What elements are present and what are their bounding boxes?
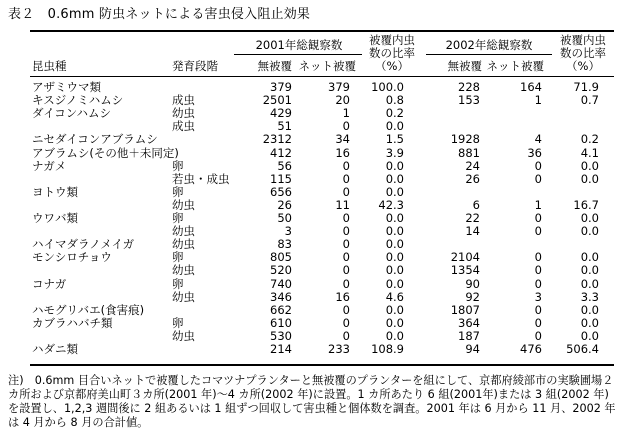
cell-2002-ratio: 0.0 bbox=[580, 158, 599, 173]
cell-2002-netted: 0 bbox=[534, 171, 542, 186]
cell-2002-netted: 0 bbox=[534, 158, 542, 173]
header-2002-uncovered: 無被覆 bbox=[447, 59, 482, 73]
cell-2001-netted: 0 bbox=[342, 276, 350, 291]
cell-2002-uncovered: 6 bbox=[472, 197, 480, 212]
cell-2001-ratio: 0.0 bbox=[385, 224, 404, 239]
cell-2002-uncovered: 26 bbox=[465, 171, 480, 186]
cell-2001-netted: 34 bbox=[335, 132, 350, 147]
cell-2002-uncovered: 90 bbox=[465, 276, 480, 291]
cell-2002-ratio: 16.7 bbox=[573, 197, 599, 212]
cell-2001-ratio: 3.9 bbox=[385, 145, 404, 160]
cell-2002-uncovered: 94 bbox=[465, 342, 480, 356]
cell-2002-ratio: 0.0 bbox=[580, 263, 599, 278]
cell-stage: 幼虫 bbox=[172, 289, 195, 304]
cell-2001-netted: 0 bbox=[342, 237, 350, 252]
cell-insect: キスジノミハムシ bbox=[32, 93, 124, 108]
cell-insect: ニセダイコンアブラムシ bbox=[32, 132, 158, 147]
cell-2002-ratio: 71.9 bbox=[573, 80, 599, 94]
cell-2001-uncovered: 56 bbox=[277, 158, 292, 173]
cell-2001-netted: 0 bbox=[342, 158, 350, 173]
cell-2001-ratio: 0.0 bbox=[385, 302, 404, 317]
cell-2001-ratio: 0.0 bbox=[385, 237, 404, 252]
cell-stage: 若虫・成虫 bbox=[172, 171, 230, 186]
cell-2001-uncovered: 83 bbox=[277, 237, 292, 252]
header-2002-ratio-line1: 被覆内虫 bbox=[560, 33, 606, 47]
cell-stage: 卵 bbox=[172, 184, 184, 199]
cell-2001-ratio: 0.0 bbox=[385, 250, 404, 265]
cell-2001-uncovered: 656 bbox=[270, 184, 292, 199]
cell-2002-uncovered: 153 bbox=[458, 93, 480, 108]
cell-2002-netted: 3 bbox=[534, 289, 542, 304]
cell-2001-uncovered: 346 bbox=[270, 289, 292, 304]
cell-2002-netted: 0 bbox=[534, 302, 542, 317]
cell-insect: コナガ bbox=[32, 276, 67, 291]
cell-2001-ratio: 0.0 bbox=[385, 328, 404, 343]
cell-2002-uncovered: 2104 bbox=[450, 250, 480, 265]
header-2001-uncovered: 無被覆 bbox=[257, 59, 292, 73]
cell-stage: 成虫 bbox=[172, 93, 195, 108]
header-2002-ratio-unit: （%） bbox=[566, 59, 600, 73]
cell-2001-uncovered: 214 bbox=[270, 342, 292, 356]
cell-2001-uncovered: 115 bbox=[270, 171, 292, 186]
bottom-rule bbox=[30, 364, 614, 366]
cell-2002-uncovered: 1354 bbox=[450, 263, 480, 278]
cell-2002-netted: 0 bbox=[534, 328, 542, 343]
cell-insect: ハダニ類 bbox=[32, 342, 78, 356]
cell-2001-ratio: 0.0 bbox=[385, 211, 404, 225]
cell-stage: 幼虫 bbox=[172, 106, 195, 121]
header-2002-total: 2002年総観察数 bbox=[445, 38, 533, 52]
cell-insect: アザミウマ類 bbox=[32, 80, 101, 94]
cell-2001-netted: 20 bbox=[335, 93, 350, 108]
cell-2001-uncovered: 429 bbox=[270, 106, 292, 121]
cell-2002-uncovered: 1807 bbox=[450, 302, 480, 317]
cell-2001-netted: 0 bbox=[342, 328, 350, 343]
cell-2001-uncovered: 662 bbox=[270, 302, 292, 317]
cell-2001-uncovered: 379 bbox=[270, 80, 292, 94]
cell-stage: 成虫 bbox=[172, 119, 195, 134]
top-rule bbox=[30, 30, 614, 32]
cell-2001-uncovered: 26 bbox=[277, 197, 292, 212]
cell-2002-uncovered: 187 bbox=[458, 328, 480, 343]
cell-2002-ratio: 0.0 bbox=[580, 276, 599, 291]
cell-2002-netted: 164 bbox=[520, 80, 542, 94]
cell-2002-uncovered: 1928 bbox=[450, 132, 480, 147]
cell-2001-netted: 11 bbox=[335, 197, 350, 212]
cell-2002-uncovered: 22 bbox=[465, 211, 480, 225]
cell-2001-ratio: 0.0 bbox=[385, 315, 404, 330]
cell-2002-netted: 476 bbox=[520, 342, 542, 356]
cell-2002-uncovered: 364 bbox=[458, 315, 480, 330]
cell-2001-netted: 0 bbox=[342, 119, 350, 134]
cell-2001-netted: 0 bbox=[342, 302, 350, 317]
cell-2001-uncovered: 520 bbox=[270, 263, 292, 278]
cell-2001-ratio: 100.0 bbox=[371, 80, 404, 94]
cell-2001-netted: 233 bbox=[328, 342, 350, 356]
cell-2001-ratio: 0.0 bbox=[385, 171, 404, 186]
cell-stage: 幼虫 bbox=[172, 197, 195, 212]
header-2001-ratio-line2: 数の比率 bbox=[369, 46, 415, 60]
cell-2002-uncovered: 14 bbox=[465, 224, 480, 239]
cell-2001-ratio: 0.0 bbox=[385, 276, 404, 291]
cell-2001-netted: 0 bbox=[342, 224, 350, 239]
cell-insect: モンシロチョウ bbox=[32, 250, 112, 265]
cell-2001-uncovered: 50 bbox=[277, 211, 292, 225]
cell-2002-ratio: 0.0 bbox=[580, 328, 599, 343]
cell-2002-ratio: 0.0 bbox=[580, 224, 599, 239]
cell-2001-uncovered: 3 bbox=[284, 224, 292, 239]
cell-2001-netted: 0 bbox=[342, 263, 350, 278]
cell-2002-netted: 0 bbox=[534, 315, 542, 330]
cell-2002-netted: 36 bbox=[527, 145, 542, 160]
cell-2001-netted: 0 bbox=[342, 250, 350, 265]
cell-stage: 卵 bbox=[172, 250, 184, 265]
cell-2002-ratio: 0.0 bbox=[580, 211, 599, 225]
header-2002-netted: ネット被覆 bbox=[486, 59, 544, 73]
cell-2001-ratio: 0.8 bbox=[385, 93, 404, 108]
cell-2002-netted: 4 bbox=[534, 132, 542, 147]
cell-2001-netted: 0 bbox=[342, 184, 350, 199]
table-note: 注) 0.6mm 目合いネットで被覆したコマツナプランターと無被覆のプランターを組にして、京都府綾部市の実験圃場２カ所および京都府美山町３カ所(2001 年)～4 カ所(2002 年)に設置。1 カ所あたり 6 組(2001年)または 3 組(2002 年)を設置し、1,2,3 週間後に 2 組あるいは 1 組ずつ回収して害虫種と個体数を調査。2001 年は 6 月から 11 月、2002 年は 4 月から 8 月の合計値。 bbox=[8, 374, 616, 429]
cell-2002-netted: 0 bbox=[534, 211, 542, 225]
cell-insect: アブラムシ(その他＋未同定) bbox=[32, 145, 179, 160]
cell-2002-ratio: 0.0 bbox=[580, 171, 599, 186]
cell-2001-netted: 379 bbox=[328, 80, 350, 94]
cell-2001-ratio: 4.6 bbox=[385, 289, 404, 304]
cell-2002-ratio: 0.7 bbox=[580, 93, 599, 108]
cell-2002-ratio: 506.4 bbox=[566, 342, 599, 356]
cell-insect: ナガメ bbox=[32, 158, 67, 173]
cell-2002-ratio: 4.1 bbox=[580, 145, 599, 160]
cell-2001-uncovered: 805 bbox=[270, 250, 292, 265]
cell-stage: 幼虫 bbox=[172, 263, 195, 278]
cell-2002-ratio: 3.3 bbox=[580, 289, 599, 304]
cell-2002-uncovered: 881 bbox=[458, 145, 480, 160]
cell-2001-netted: 16 bbox=[335, 289, 350, 304]
cell-2001-ratio: 0.2 bbox=[385, 106, 404, 121]
cell-2001-netted: 0 bbox=[342, 211, 350, 225]
cell-2001-ratio: 108.9 bbox=[371, 342, 404, 356]
cell-2001-netted: 1 bbox=[342, 106, 350, 121]
cell-2002-ratio: 0.0 bbox=[580, 315, 599, 330]
cell-2002-uncovered: 24 bbox=[465, 158, 480, 173]
cell-stage: 卵 bbox=[172, 315, 184, 330]
cell-stage: 幼虫 bbox=[172, 328, 195, 343]
cell-2002-netted: 0 bbox=[534, 224, 542, 239]
header-2002-ratio-line2: 数の比率 bbox=[560, 46, 606, 60]
cell-2001-uncovered: 412 bbox=[270, 145, 292, 160]
header-2001-underline bbox=[234, 54, 362, 55]
cell-2002-ratio: 0.0 bbox=[580, 250, 599, 265]
table-title: 表２ 0.6mm 防虫ネットによる害虫侵入阻止効果 bbox=[8, 7, 311, 22]
header-2001-netted: ネット被覆 bbox=[298, 59, 356, 73]
cell-2002-netted: 0 bbox=[534, 276, 542, 291]
header-2001-total: 2001年総観察数 bbox=[255, 38, 343, 52]
cell-2002-netted: 1 bbox=[534, 93, 542, 108]
cell-2001-netted: 0 bbox=[342, 171, 350, 186]
header-2001-ratio-line1: 被覆内虫 bbox=[369, 33, 415, 47]
cell-2001-uncovered: 610 bbox=[270, 315, 292, 330]
cell-2001-netted: 0 bbox=[342, 315, 350, 330]
cell-2002-uncovered: 92 bbox=[465, 289, 480, 304]
cell-2001-uncovered: 2312 bbox=[262, 132, 292, 147]
header-2001-ratio-unit: （%） bbox=[375, 59, 409, 73]
cell-stage: 幼虫 bbox=[172, 237, 195, 252]
cell-insect: ハイマダラノメイガ bbox=[32, 237, 135, 252]
cell-2001-ratio: 0.0 bbox=[385, 263, 404, 278]
cell-2001-netted: 16 bbox=[335, 145, 350, 160]
cell-stage: 卵 bbox=[172, 276, 184, 291]
cell-2001-ratio: 0.0 bbox=[385, 184, 404, 199]
header-2002-underline bbox=[426, 54, 552, 55]
cell-insect: カブラハバチ類 bbox=[32, 315, 113, 330]
cell-2001-uncovered: 530 bbox=[270, 328, 292, 343]
cell-2001-uncovered: 740 bbox=[270, 276, 292, 291]
cell-insect: ウワバ類 bbox=[32, 211, 78, 225]
cell-2001-ratio: 42.3 bbox=[378, 197, 404, 212]
cell-insect: ハモグリバエ(食害痕) bbox=[32, 302, 145, 317]
cell-insect: ダイコンハムシ bbox=[32, 106, 112, 121]
cell-2001-ratio: 1.5 bbox=[385, 132, 404, 147]
cell-stage: 幼虫 bbox=[172, 224, 195, 239]
cell-2001-ratio: 0.0 bbox=[385, 158, 404, 173]
cell-stage: 卵 bbox=[172, 158, 184, 173]
cell-2002-netted: 0 bbox=[534, 263, 542, 278]
cell-2002-ratio: 0.0 bbox=[580, 302, 599, 317]
cell-insect: ヨトウ類 bbox=[32, 184, 78, 199]
cell-2001-ratio: 0.0 bbox=[385, 119, 404, 134]
cell-2002-uncovered: 228 bbox=[458, 80, 480, 94]
cell-stage: 卵 bbox=[172, 211, 184, 225]
cell-2002-ratio: 0.2 bbox=[580, 132, 599, 147]
header-growth-stage: 発育段階 bbox=[172, 59, 218, 73]
header-rule bbox=[30, 76, 614, 77]
cell-2002-netted: 1 bbox=[534, 197, 542, 212]
cell-2001-uncovered: 2501 bbox=[262, 93, 292, 108]
header-insect-species: 昆虫種 bbox=[32, 59, 67, 73]
cell-2001-uncovered: 51 bbox=[277, 119, 292, 134]
cell-2002-netted: 0 bbox=[534, 250, 542, 265]
